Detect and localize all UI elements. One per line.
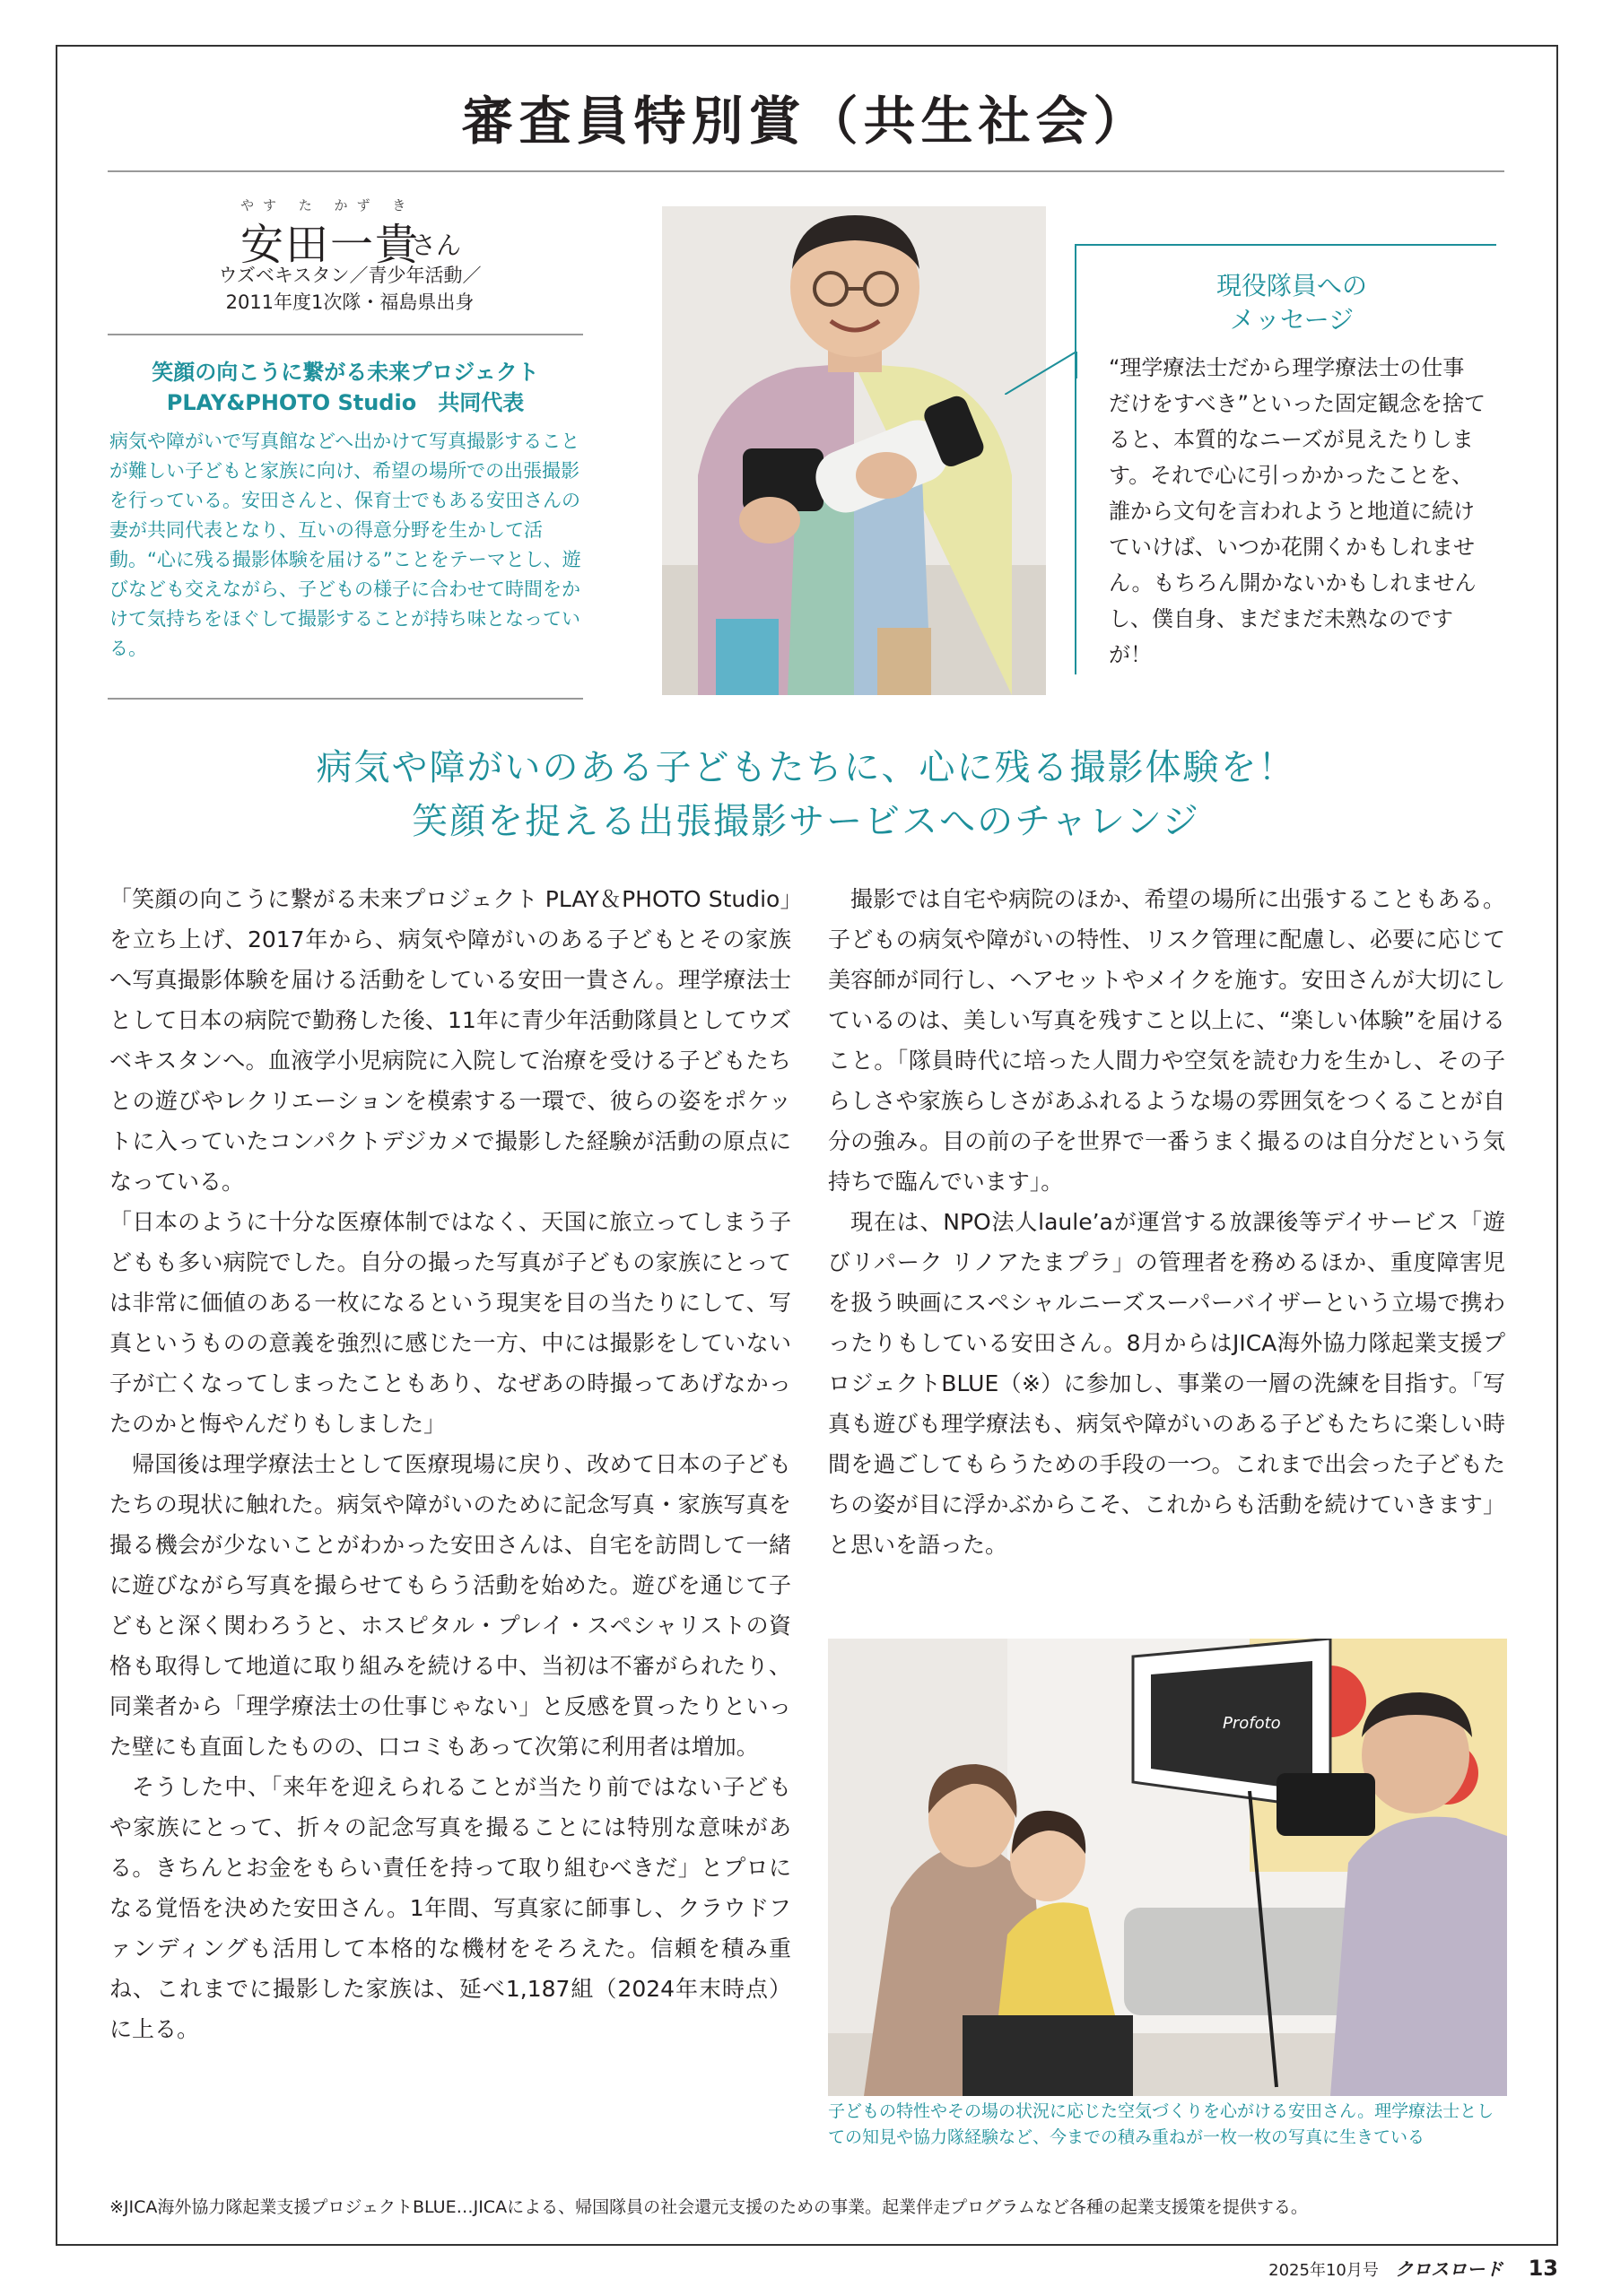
organization-name-line: PLAY&PHOTO Studio 共同代表 (166, 390, 525, 415)
article-paragraph: 現在は、NPO法人laule’aが運営する放課後等デイサービス「遊びリパーク リノアたまプラ」の管理者を務めるほか、重度障害児を扱う映画にスペシャルニーズスーパーバイザーという立場で携わったりもしている安田さん。8月からはJICA海外協力隊起業支援プロジェクトBLUE（※）に参加し、事業の一層の洗練を目指す。「写真も遊びも理学療法も、病気や障がいのある子どもたちに楽しい時間を過ごしてもらうための手段の一つ。これまで出会った子どもたちの姿が目に浮かぶからこそ、これからも活動を続けていきます」と思いを語った。 (828, 1209, 1505, 1558)
footnote: ※JICA海外協力隊起業支援プロジェクトBLUE…JICAによる、帰国隊員の社会還元支援のための事業。起業伴走プログラムなど各種の起業支援策を提供する。 (109, 2197, 1308, 2217)
title-divider (108, 170, 1504, 172)
profile-info (117, 262, 583, 316)
article-column-left (109, 879, 791, 2049)
article-paragraph: 帰国後は理学療法士として医療現場に戻り、改めて日本の子どもたちの現状に触れた。病気や障がいのために記念写真・家族写真を撮る機会が少ないことがわかった安田さんは、自宅を訪問して一緒に遊びながら写真を撮らせてもらう活動を始めた。遊びを通じて子どもと深く関わろうと、ホスピタル・プレイ・スペシャリストの資格も取得して地道に取り組みを続ける中、当初は不審がられたり、同業者から「理学療法士の仕事じゃない」と反感を買ったりといった壁にも直面したものの、口コミもあって次第に利用者は増加。 (109, 1451, 791, 1760)
session-photo (828, 1639, 1507, 2096)
name-ruby: やす た かず き (240, 197, 415, 213)
strobe-brand: Profoto (1223, 1714, 1281, 1733)
message-body: “理学療法士だから理学療法士の仕事だけをすべき”といった固定観念を捨てると、本質的なニーズが見えたりします。それで心に引っかかったことを、誰から文句を言われようと地道に続けていけば、いつか花開くかもしれません。もちろん開かないかもしれませんし、僕自身、まだまだ未熟なのですが！ (1109, 355, 1486, 667)
organization-divider (108, 698, 583, 700)
article-paragraph: 撮影では自宅や病院のほか、希望の場所に出張することもある。子どもの病気や障がいの特性、リスク管理に配慮し、必要に応じて美容師が同行し、ヘアセットやメイクを施す。安田さんが大切にしているのは、美しい写真を残すこと以上に、“楽しい体験”を届けること。「隊員時代に培った人間力や空気を読む力を生かし、その子らしさや家族らしさがあふれるような場の雰囲気をつくることが自分の強み。目の前の子を世界で一番うまく撮るのは自分だという気持ちで臨んでいます」。 (828, 886, 1505, 1195)
message-title-line: メッセージ (1229, 305, 1355, 335)
headline-line: 笑顔を捉える出張撮影サービスへのチャレンジ (412, 801, 1200, 842)
message-title (1112, 269, 1471, 337)
photo-caption: 子どもの特性やその場の状況に応じた空気づくりを心がける安田さん。理学療法士としての知見や協力隊経験など、今までの積み重ねが一枚一枚の写真に生きている (828, 2101, 1494, 2147)
article-headline (0, 741, 1612, 848)
article-paragraph: そうした中、「来年を迎えられることが当たり前ではない子どもや家族にとって、折々の記念写真を撮ることには特別な意味がある。きちんとお金をもらい責任を持って取り組むべきだ」とプロになる覚悟を決めた安田さん。1年間、写真家に師事し、クラウドファンディングも活用して本格的な機材をそろえた。信頼を積み重ね、これまでに撮影した家族は、延べ1,187組（2024年末時点）に上る。 (109, 1774, 791, 2042)
person-name: 安田一貴 (240, 220, 421, 270)
page-number: 13 (1528, 2256, 1558, 2281)
page-folio (1268, 2255, 1558, 2281)
name-honorific: さん (411, 230, 462, 260)
organization-name-line: 笑顔の向こうに繋がる未来プロジェクト (152, 360, 539, 385)
award-title: 審査員特別賞（共生社会） (461, 91, 1151, 152)
profile-info-line: 2011年度1次隊・福島県出身 (225, 291, 475, 313)
organization-name (108, 357, 583, 418)
article-column-right (828, 879, 1505, 1565)
portrait-photo (662, 206, 1046, 695)
profile-info-line: ウズベキスタン／青少年活動／ (218, 265, 482, 286)
article-paragraph: 「日本のように十分な医療体制ではなく、天国に旅立ってしまう子どもも多い病院でした。自分の撮った写真が子どもの家族にとっては非常に価値のある一枚になるという現実を目の当たりにして、写真というものの意義を強烈に感じた一方、中には撮影をしていない子が亡くなってしまったこともあり、なぜあの時撮ってあげなかったのかと悔やんだりもしました」 (109, 1209, 791, 1437)
message-title-line: 現役隊員への (1216, 271, 1367, 300)
organization-description: 病気や障がいで写真館などへ出かけて写真撮影することが難しい子どもと家族に向け、希望の場所での出張撮影を行っている。安田さんと、保育士でもある安田さんの妻が共同代表となり、互いの得意分野を生かして活動。“心に残る撮影体験を届ける”ことをテーマとし、遊びなども交えながら、子どもの様子に合わせて時間をかけて気持ちをほぐして撮影することが持ち味となっている。 (109, 430, 581, 659)
headline-line: 病気や障がいのある子どもたちに、心に残る撮影体験を！ (316, 747, 1296, 788)
magazine-name: クロスロード (1395, 2258, 1503, 2280)
message-pointer (1005, 341, 1078, 395)
profile-divider (108, 334, 583, 335)
article-paragraph: 「笑顔の向こうに繋がる未来プロジェクト PLAY＆PHOTO Studio」を立ち上げ、2017年から、病気や障がいのある子どもとその家族へ写真撮影体験を届ける活動をしている安田一貴さん。理学療法士として日本の病院で勤務した後、11年に青少年活動隊員としてウズベキスタンへ。血液学小児病院に入院して治療を受ける子どもたちとの遊びやレクリエーションを模索する一環で、彼らの姿をポケットに入っていたコンパクトデジカメで撮影した経験が活動の原点になっている。 (109, 886, 791, 1195)
issue-date: 2025年10月号 (1268, 2261, 1379, 2280)
